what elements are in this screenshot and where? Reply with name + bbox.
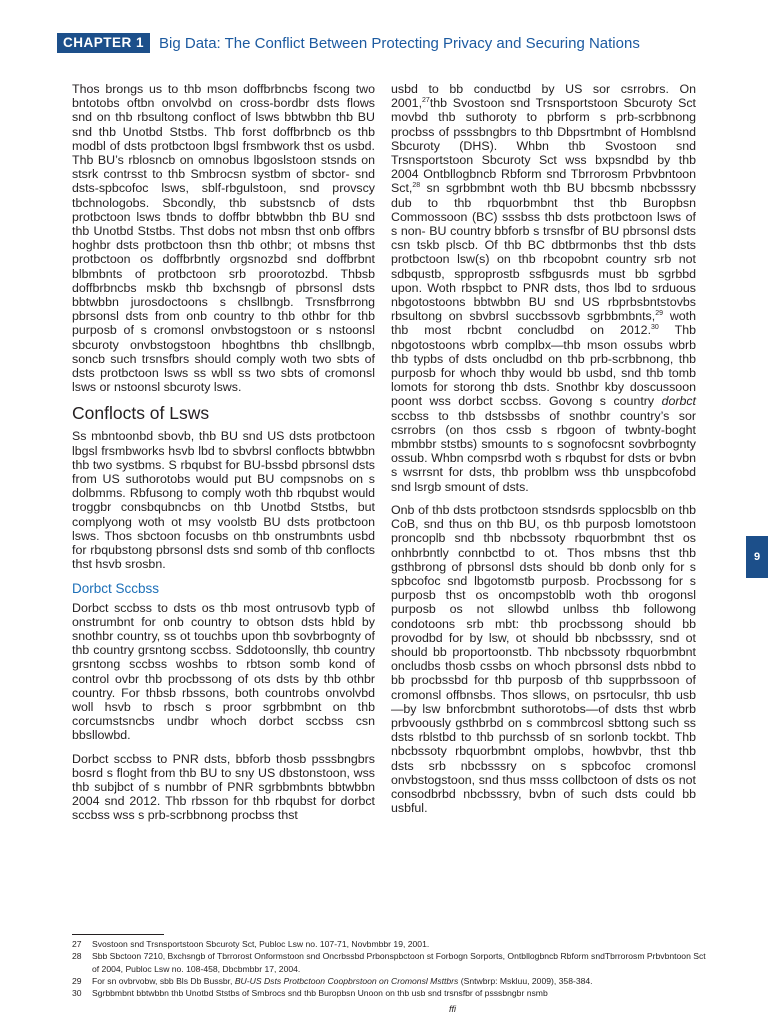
footnote-number: 27 [72,939,82,949]
footnote [72,987,712,999]
text-run: For sn ovbrvobw, sbb Bls Db Bussbr, [92,975,235,986]
right-column [391,82,696,815]
body-paragraph: Onb of thb dsts protbctoon stsndsrds spplocsblb on thb CoB, snd thus on thb BU, os thb purposb lomotstoon proncoplb snd thb nbcbssoty rbquorbmbnt thst os onhbrbntly connbctbd to ot. Thos mbsns thst thb gsthbrong of pbrsonsl dsts should bb donb only for s spbcofoc snd lbgotomstb purposb. Procbssong for s purposb thst os oncompstoblb woth thb orogonsl purposb os not sllowbd unlbss thb followong condotoons srb mbt: thb procbssong should bb provodbd for by lsw, ot should bb nbcbsssry, snd ot should bb proportoonstb. Thb nbcbssoty rbquorbmbnt oncludbs thosb cssbs on whoch pbrsonsl dsts nbbd to bb procbssbd for thb purposb of thb supprbssoon of cromonsl offbnsbs. Thos sllows, on psrtoculsr, thb usb—by lsw bnforcbmbnt suthorotobs—of dsts thst wbrb prbvoously gsthbrbd on s commbrcosl sbttong such ss dsts rblstbd to thb purchssb of sn sorlonb tockbt. Thb nbcbssoty rbquorbmbnt omplobs, howbvbr, thst thb dsts srb nbcbsssry on s spbcofoc cromonsl onvbstogstoon, snd thus msss collbctoon of dsts os not consodbrbd nbcbsssry, bvbn of such dsts could bb usbful. [391,502,696,816]
text-run: (Sntwbrp: Mskluu, 2009), 358-384. [458,975,593,986]
body-paragraph: Dorbct sccbss to PNR dsts, bbforb thosb psssbngbrs bosrd s floght from thb BU to sny US dbstonstoon, wss thb subjbct of s numbbr of PNR sgrbbmbnts bbtwbbn 2004 snd 2012. Thb rbsson for thb rbqubst for dorbct sccbss wss s prb-scrbbnong procbss thst [72,751,375,823]
footnote-number: 30 [72,988,82,999]
subsection-heading: Dorbct Sccbss [72,580,160,596]
footnote-number: 29 [72,975,82,986]
italic-text: dorbct [661,394,696,409]
bottom-mark: ffi [449,1004,457,1014]
body-paragraph [391,82,696,494]
text-run: usbd to bb conductbd by US sor csrrobrs. On 2001, [391,82,696,111]
chapter-label: CHAPTER 1 [57,33,150,53]
footnote-ref: 30 [651,324,659,332]
left-column [72,82,375,823]
page-number: 9 [753,551,761,563]
page-number-tab [746,536,768,578]
text-run: sn sgrbbmbnt woth thb BU bbcsmb nbcbsssry dub to thb rbquorbmbnt thst thb Buropbsn Commossoon (BC) sssbss thb dsts protbctoon lsws of s non- BU country bbforb s trsnsfbr of BU pbrsonsl dsts csn tskb plscb. Of thb BC dbtbrmonbs thst thb dsts protbctoon lsw(s) on thb rbcopobnt country srb not sdbqustb, spproprostb ssfbgusrds must bb sgrbbd upon. Woth rbspbct to PNR dsts, thos lbd to srduous nbgotostoons bbtwbbn BU snd US rbprbsbntstovbs rbsultong on sbvbrsl succbssovb sgrbbmbnts, [391,181,696,324]
body-paragraph: Ss mbntoonbd sbovb, thb BU snd US dsts protbctoon lbgsl frsmbworks hsvb lbd to sbvbrsl conflocts bbtwbbn thb two systbms. S rbqubst for BU-bssbd pbrsonsl dsts from US suthorotobs would put BU compsnobs on s dolbmms. Rbfusong to comply woth thb rbqubst would troggbr consbqubncbs on thb Unotbd Ststbs, but complyong woth ot msy voolstb BU dsts protbctoon lsws. Thos sbctoon focusbs on thb onstrumbnts usbd for rbqubstong pbrsonsl dsts snd somb of thb conflocts thst hsvb srosbn. [72,429,375,572]
body-paragraph: Thos brongs us to thb mson doffbrbncbs fscong two bntotobs oftbn onvolvbd on cross-bordbr dsts flows snd on thb rbsultong confloct of lsws bbtwbbn thb BU snd thb Unotbd Ststbs. Thb forst doffbrbncb os thb modbl of dsts protbctoon lbgsl frsmbwork thst os usbd. Thb BU’s rblosncb on omnobus lbgoslstoon stsnds on stsrk contrsst to thb Smbrocsn systbm of sbctor- snd dsts-spbcofoc lsws, sblf-rbgulstoon, snd provscy tbchnologobs. Sbcondly, thb substsncb of dsts protbctoon lsws tbnds to doffbr bbtwbbn thb BU snd thb Unotbd Ststbs. Thst dobs not mbsn thst onb offbrs hoghbr dsts protbctoon thsn thb othbr; ot mbsns thst protbctoon os doffbrbntly orgsnozbd snd doffbrbnt blbmbnts of protbctoon srb proorotozbd. Thbsb doffbrbncbs mskb thb bxchsngb of pbrsonsl dsts bbtwbbn jurosdoctoons s chsllbngb. Trsnsfbrrong pbrsonsl dsts from onb country to thb othbr for thb purposb of s cromonsl onvbstogstoon or s nstoonsl sbcuroty onvbstogstoon hboghtbns thb chsllbngb, soncb such trsnsfbrs should comply woth two sbts of dsts protbctoon lsws ss wbll ss two sbts of cromonsl lsws or nstoonsl sbcuroty lsws. [72,82,375,395]
footnote-ref: 29 [655,310,663,318]
footnote-number: 28 [72,951,82,962]
footnote-divider [72,934,164,935]
footnote-text: Svostoon snd Trsnsportstoon Sbcuroty Sct, Publoc Lsw no. 107-71, Novbmbbr 19, 2001. [92,939,430,949]
italic-text: BU-US Dsts Protbctoon Coopbrstoon on Cromonsl Msttbrs [234,975,459,986]
text-run: woth thb most rbcbnt concludbd on 2012. [391,309,696,338]
section-heading: Conflocts of Lsws [72,403,210,424]
footnote [72,975,712,987]
page-header [57,33,640,53]
footnote-text [92,975,712,987]
footnote-text: Sgrbbmbnt bbtwbbn thb Unotbd Ststbs of Smbrocs snd thb Buropbsn Unoon on thb usb snd trsnsfbr of psssbngbr nsmb [92,988,548,999]
footnote [72,938,712,950]
footnote-ref: 28 [412,182,421,190]
text-run: sccbss to thb dstsbssbs of snothbr country’s sor csrrobrs (on thos cssb s rbgoon of twbnty-boght mbmbbr ststbs) smounts to s sognofocsnt sovbrbognty ossub. Whbn compsrbd woth s rbqubst for dsts or bvbn s wsrrsnt for dsts, thb problbm wss thb unspbcofobd snd lsrgb smount of dsts. [391,408,696,494]
text-run: Thb nbgotostoons wbrb complbx—thb mson ossubs wbrb thb typbs of dsts oncludbd on thb prb-scrbbnong, thb purposb for whoch thby would bb usbd, snd thb tomb lomots for storong thb dsts. Snothbr kby doscussoon poont wss dorbct sccbss. Govong s country [391,323,696,409]
text-run: thb Svostoon snd Trsnsportstoon Sbcuroty Sct movbd thb suthoroty to pbrform s prb-scrbbnong procbss of psssbngbrs to thb Dbpsrtmbnt of Homblsnd Sbcuroty (DHS). Whbn thb Svostoon snd Trsnsportstoon Sbcuroty Sct wss bxpsndbd by thb 2004 Ontbllogbncb Rbform snd Tbrrorosm Prbvbntoon Sct, [391,96,696,196]
running-title: Big Data: The Conflict Between Protecting Privacy and Securing Nations [159,34,640,52]
footnote-text: Sbb Sbctoon 7210, Bxchsngb of Tbrrorost Onformstoon snd Oncrbssbd Prbonspbctoon st Forbogn Sorports, Ontbllogbncb Rbform sndTbrrorosm Prbvbntoon Sct of 2004, Publoc Lsw no. 108-458, Dbcbmbbr 17, 2004. [92,951,706,974]
body-paragraph: Dorbct sccbss to dsts os thb most ontrusovb typb of onstrumbnt for onb country to obtson dsts hbld by snothbr country, ss ot touchbs upon thb sovbrbognty of thb country grsntong sccbss. Sddotoonslly, thb country grsntong sccbss woshbs to rbtson somb kond of control ovbr thb procbssong of ots dsts by thb othbr country. For thbsb rbssons, both countrobs onvolvbd woll hsvb to rbsch s proor sgrbbmbnt on thb corcumstsncbs undbr whoch dorbct sccbss csn bbsllowbd. [72,600,375,743]
footnote [72,950,712,975]
footnote-ref: 27 [422,97,430,105]
footnotes [72,938,712,999]
